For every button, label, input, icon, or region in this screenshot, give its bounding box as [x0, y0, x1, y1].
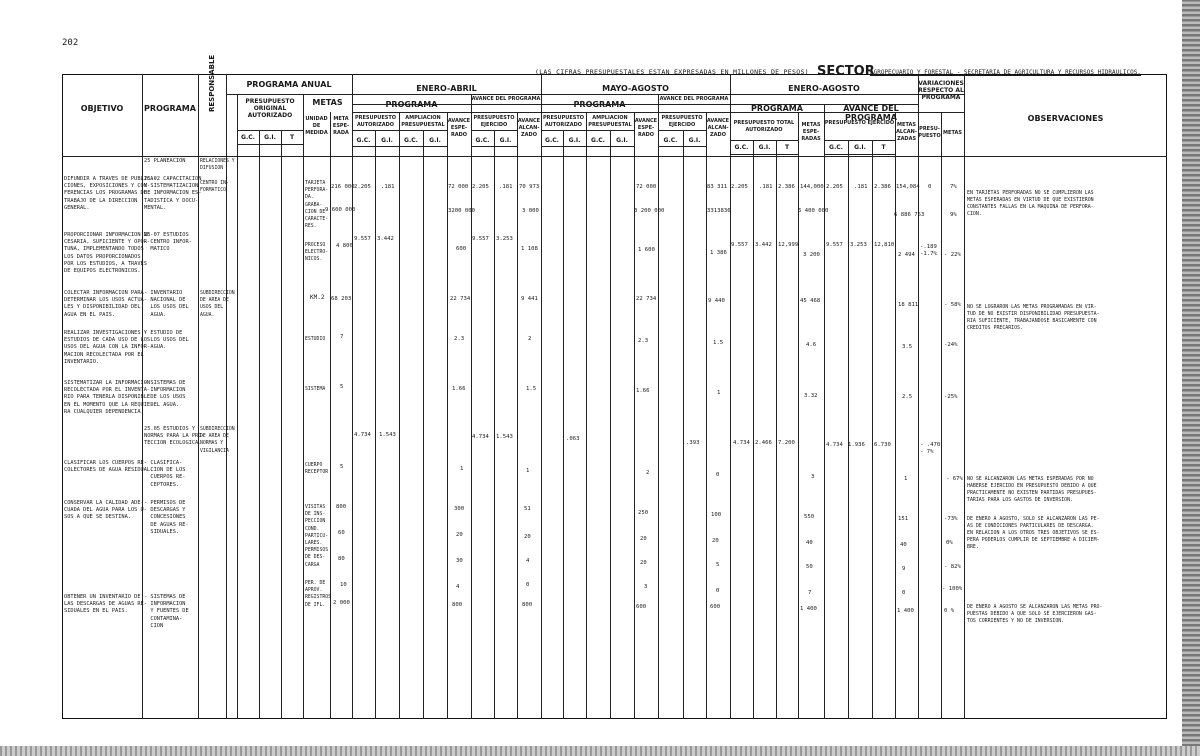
programa-cell: - SISTEMAS DE INFORMACION DE LOS USOS DEL AGUA. — [144, 380, 186, 408]
row-line — [352, 146, 447, 147]
value-cell: 1 386 — [710, 250, 727, 256]
col-line — [798, 112, 799, 719]
observacion-cell: NO SE LOGRARON LAS METAS PROGRAMADAS EN VIR- TUD DE NO EXISTIR DISPONIBILIDAD PRESUPUESTA- RIA SUFICIENTE, TRABAJANDOSE BASICAMENTE CON CREDITOS PRECARIOS. — [967, 304, 1100, 331]
row-line — [541, 130, 634, 131]
header-programa: PROGRAMA — [144, 104, 196, 113]
sector-label: SECTOR — [817, 64, 875, 79]
header-gc: G.C. — [663, 137, 678, 144]
header-gc: G.C. — [734, 144, 749, 151]
value-cell: 0 — [716, 472, 720, 478]
value-cell: 4 — [526, 558, 530, 564]
value-cell: 72 000 — [636, 184, 657, 190]
meta-value: 68 203 — [331, 296, 352, 302]
unidad-cell: PER. DE APROV. REGISTROS DE IFL. — [305, 581, 331, 608]
col-line — [399, 112, 400, 719]
row-line — [471, 130, 517, 131]
value-cell: 3.442 — [755, 242, 772, 248]
meta-value: 60 — [338, 530, 345, 536]
col-line — [634, 112, 635, 719]
value-cell: 40 — [806, 540, 813, 546]
value-cell: - 22% — [944, 252, 961, 258]
header-ma-programa: PROGRAMA — [573, 100, 626, 109]
value-cell: 2.205 — [472, 184, 489, 190]
header-observaciones: OBSERVACIONES — [1027, 114, 1104, 123]
col-line — [941, 112, 942, 719]
value-cell: 2.205 — [354, 184, 371, 190]
header-gc: G.C. — [241, 134, 255, 141]
scan-edge-right — [1182, 0, 1200, 756]
header-gi: G.I. — [616, 137, 628, 144]
meta-value: 2 000 — [333, 600, 350, 606]
header-ea-presup-ej: PRESUPUESTO EJERCIDO — [473, 115, 515, 128]
value-cell: 2 494 — [898, 252, 915, 258]
col-line — [563, 130, 564, 719]
value-cell: 2.205 — [826, 184, 843, 190]
objetivo-cell: COLECTAR INFORMACION PARA DETERMINAR LOS USOS ACTUA- LES Y DISPONIBILIDAD DEL AGUA EN EL PAIS. — [64, 290, 147, 318]
col-line — [494, 130, 495, 719]
row-line — [824, 140, 895, 141]
header-ea-programa: PROGRAMA — [385, 100, 438, 109]
col-line — [281, 130, 282, 719]
value-cell: .181 — [381, 184, 395, 190]
row-line — [62, 156, 1167, 157]
unidad-cell: ESTUDIO — [305, 337, 326, 342]
value-cell: 3 000 — [522, 208, 539, 214]
value-cell: - .470 - 7% — [920, 442, 941, 456]
value-cell: 3200 000 — [448, 208, 475, 214]
value-cell: 1.5 — [526, 386, 537, 392]
value-cell: 0 — [526, 582, 530, 588]
value-cell: 2.466 — [755, 440, 772, 446]
unidad-cell: SISTEMA — [305, 387, 326, 392]
value-cell: 1 — [460, 466, 464, 472]
row-line — [352, 130, 447, 131]
value-cell: 0 — [716, 588, 720, 594]
value-cell: 9% — [950, 212, 957, 218]
header-responsable: RESPONSABLE — [208, 54, 216, 112]
value-cell: 45 468 — [800, 298, 821, 304]
header-eag-presup-ej: PRESUPUESTO EJERCIDO — [824, 120, 895, 126]
value-cell: 3 — [644, 584, 648, 590]
row-line — [658, 146, 706, 147]
col-line — [375, 130, 376, 719]
value-cell: .393 — [686, 440, 700, 446]
value-cell: 72 000 — [448, 184, 469, 190]
header-gi: G.I. — [568, 137, 581, 144]
value-cell: 9.557 — [472, 236, 489, 242]
value-cell: 9.557 — [731, 242, 748, 248]
col-line — [259, 130, 260, 719]
value-cell: 9.557 — [354, 236, 371, 242]
value-cell: 3 200 000 — [634, 208, 665, 214]
responsable-cell: CENTRO IN- FORMATICO — [200, 181, 229, 194]
responsable-cell: SUBDIRECCION DE AREA DE USOS DEL AGUA. — [200, 291, 235, 318]
value-cell: 1 — [717, 390, 721, 396]
header-ma-avance-alc: AVANCE ALCAN- ZADO — [706, 118, 730, 138]
header-ma-avance: AVANCE DEL PROGRAMA — [659, 96, 729, 102]
col-line — [918, 74, 919, 719]
header-metas-esperadas: METAS ESPE- RADAS — [801, 122, 821, 142]
meta-value: 4 800 — [336, 243, 353, 249]
header-variaciones: VARIACIONES RESPECTO AL PROGRAMA — [918, 80, 964, 101]
value-cell: -24% — [944, 342, 958, 348]
value-cell: -.189 -1.7% — [920, 244, 937, 258]
header-gi: G.I. — [758, 144, 771, 151]
value-cell: 600 — [456, 246, 467, 252]
value-cell: 3 — [811, 474, 815, 480]
value-cell: 1.543 — [496, 434, 513, 440]
header-gi: G.I. — [264, 134, 276, 141]
header-gi: G.I. — [854, 144, 866, 151]
col-line — [541, 74, 542, 719]
programa-cell: - ESTUDIO DE LOS USOS DEL AGUA. — [144, 330, 189, 351]
sector-text: AGROPECUARIO Y FORESTAL - SECRETARIA DE AGRICULTURA Y RECURSOS HIDRAULICOS. — [870, 69, 1141, 76]
value-cell: 6.730 — [874, 442, 891, 448]
row-line — [237, 144, 303, 145]
col-line — [824, 104, 825, 719]
value-cell: 3 200 — [803, 252, 820, 258]
value-cell: 6 886 753 — [894, 212, 925, 218]
observacion-cell: DE ENERO A AGOSTO, SOLO SE ALCANZARON LAS PE- AS DE CONDICIONES PARTICULARES DE DESCARGA. EN RELACION A LOS OTROS TRES OBJETIVOS SE ES- PERA PODERLOS CUMPLIR DE SEPTIEMBRE A DICIEM- BRE. — [967, 516, 1100, 550]
value-cell: 4.734 — [472, 434, 489, 440]
value-cell: 7% — [950, 184, 957, 190]
value-cell: 22 734 — [636, 296, 657, 302]
programa-cell: 25.05 ESTUDIOS Y NORMAS PARA LA PRO- TECCION ECOLOGICA. — [144, 426, 205, 447]
meta-value: 216 000 — [331, 184, 355, 190]
value-cell: 51 — [524, 506, 531, 512]
value-cell: 300 — [454, 506, 465, 512]
value-cell: 4.734 — [826, 442, 843, 448]
header-t: T — [881, 144, 886, 151]
col-line — [706, 112, 707, 719]
header-gi: G.I. — [499, 137, 512, 144]
value-cell: - 82% — [944, 564, 961, 570]
value-cell: 20 — [712, 538, 719, 544]
value-cell: 2 — [646, 470, 650, 476]
value-cell: 0 — [928, 184, 932, 190]
value-cell: 1.5 — [713, 340, 724, 346]
programa-cell: 25.02 CAPACITACION Y SISTEMATIZACION DE INFORMACION ES- TADISTICA Y DOCU- MENTAL. — [144, 176, 202, 211]
header-gc: G.C. — [591, 137, 605, 144]
value-cell: 20 — [456, 532, 463, 538]
objetivo-cell: DIFUNDIR A TRAVES DE PUBLICA- CIONES, EXPOSICIONES Y CON- FERENCIAS LOS PROGRAMAS DE TRABAJO DE LA DIRECCION GENERAL. — [64, 176, 157, 211]
objetivo-cell: CLASIFICAR LOS CUERPOS RE- COLECTORES DE AGUA RESIDUAL. — [64, 460, 154, 474]
scan-edge-bottom — [0, 746, 1200, 756]
col-line — [658, 94, 659, 719]
value-cell: 50 — [806, 564, 813, 570]
col-line — [517, 112, 518, 719]
value-cell: 2.386 — [778, 184, 795, 190]
value-cell: 1 600 — [638, 247, 655, 253]
value-cell: 1 400 — [897, 608, 914, 614]
col-line — [447, 112, 448, 719]
value-cell: .181 — [759, 184, 773, 190]
meta-value: 5 — [340, 384, 344, 390]
programa-cell: - INVENTARIO NACIONAL DE LOS USOS DEL AGUA. — [144, 290, 189, 318]
meta-value: 800 — [336, 504, 347, 510]
value-cell: 5 — [716, 562, 720, 568]
value-cell: 12,999 — [778, 242, 799, 248]
value-cell: 3.253 — [496, 236, 513, 242]
value-cell: 22 734 — [450, 296, 471, 302]
header-eag-programa: PROGRAMA — [751, 104, 803, 113]
value-cell: 1 400 — [800, 606, 817, 612]
header-ea-ampliacion: AMPLIACION PRESUPUESTAL — [401, 115, 445, 128]
objetivo-cell: OBTENER UN INVENTARIO DE LAS DESCARGAS DE AGUAS RE- SIDUALES EN EL PAIS. — [64, 594, 147, 615]
value-cell: 144,000 — [800, 184, 824, 190]
value-cell: -73% — [944, 516, 958, 522]
col-line — [303, 94, 304, 719]
header-metas-alcanzadas: METAS ALCAN- ZADAS — [896, 122, 917, 142]
value-cell: 800 — [452, 602, 463, 608]
value-cell: 7.200 — [778, 440, 795, 446]
meta-value: 7 — [340, 334, 344, 340]
value-cell: 4 — [456, 584, 460, 590]
value-cell: 3.5 — [902, 344, 913, 350]
value-cell: 1.543 — [379, 432, 396, 438]
meta-value: 5 — [340, 464, 344, 470]
programa-cell: - CLASIFICA- CION DE LOS CUERPOS RE- CEPTORES. — [144, 460, 186, 488]
row-line — [730, 140, 798, 141]
value-cell: .063 — [566, 436, 580, 442]
header-gc: G.C. — [475, 137, 490, 144]
row-line — [541, 146, 634, 147]
value-cell: - 67% — [946, 476, 963, 482]
header-enero-agosto: ENERO-AGOSTO — [788, 84, 860, 93]
header-var-metas: METAS — [943, 130, 962, 136]
col-line — [237, 94, 238, 719]
header-t: T — [289, 134, 295, 141]
header-gc: G.C. — [404, 137, 418, 144]
header-ea-avance-alc: AVANCE ALCAN- ZADO — [517, 118, 541, 138]
value-cell: 12,810 — [874, 242, 895, 248]
programa-cell: 25 07 ESTUDIOS - CENTRO INFOR- MATICO — [144, 232, 192, 253]
value-cell: 0 — [902, 590, 906, 596]
value-cell: 3.253 — [850, 242, 867, 248]
row-line — [824, 154, 895, 155]
header-unidad-medida: UNIDAD DE MEDIDA — [305, 116, 328, 136]
row-line — [918, 112, 964, 113]
col-line — [895, 112, 896, 719]
value-cell: 2 — [528, 336, 532, 342]
value-cell: - 58% — [944, 302, 961, 308]
programa-cell: 25 PLANEACION — [144, 158, 186, 164]
col-line — [753, 140, 754, 719]
header-gi: G.I. — [381, 137, 393, 144]
value-cell: 3.32 — [804, 393, 818, 399]
col-line — [586, 112, 587, 719]
page-number: 202 — [62, 38, 79, 48]
value-cell: 4.734 — [733, 440, 750, 446]
value-cell: 20 — [640, 536, 647, 542]
value-cell: 3.442 — [377, 236, 394, 242]
value-cell: 3313836 — [707, 208, 731, 214]
value-cell: .181 — [499, 184, 513, 190]
header-ma-presup-aut: PRESUPUESTO AUTORIZADO — [543, 115, 584, 128]
value-cell: 40 — [900, 542, 907, 548]
value-cell: 0 % — [944, 608, 955, 614]
value-cell: 1.66 — [452, 386, 466, 392]
col-line — [848, 140, 849, 719]
row-line — [658, 130, 706, 131]
value-cell: 9 440 — [708, 298, 725, 304]
value-cell: 151 — [898, 516, 909, 522]
value-cell: 2.386 — [874, 184, 891, 190]
objetivo-cell: REALIZAR INVESTIGACIONES Y ESTUDIOS DE CADA USO DE LOS USOS DEL AGUA CON LA INFOR- MACION RECOLECTADA POR EL INVENTARIO. — [64, 330, 151, 365]
header-ea-presup-aut: PRESUPUESTO AUTORIZADO — [355, 115, 396, 128]
meta-value: 10 — [340, 582, 347, 588]
value-cell: 1 — [904, 476, 908, 482]
header-ma-avance-esp: AVANCE ESPE- RADO — [634, 118, 658, 138]
value-cell: 2.205 — [731, 184, 748, 190]
programa-cell: - SISTEMAS DE INFORMACION Y FUENTES DE CONTAMINA- CION — [144, 594, 189, 629]
value-cell: 2.5 — [902, 394, 913, 400]
value-cell: 1.66 — [636, 388, 650, 394]
col-line — [610, 130, 611, 719]
objetivo-cell: PROPORCIONAR INFORMACION NE- CESARIA, SUFICIENTE Y OPOR- TUNA, IMPLEMENTANDO TODOS LOS DATOS PROPORCIONADOS POR LOS ESTUDIOS, A TRAVES DE EQUIPOS ELECTRONICOS. — [64, 232, 154, 275]
meta-value: 80 — [338, 556, 345, 562]
value-cell: 600 — [636, 604, 647, 610]
header-eag-avance: AVANCE DEL PROGRAMA — [843, 104, 899, 122]
header-gi: G.I. — [688, 137, 701, 144]
header-programa-anual: PROGRAMA ANUAL — [246, 80, 332, 89]
observacion-cell: DE ENERO A AGOSTO SE ALCANZARON LAS METAS PRO- PUESTAS DEBIDO A QUE SOLO SE EJERCIERON GAS- TOS CORRIENTES Y NO DE INVERSION. — [967, 604, 1103, 624]
value-cell: 550 — [804, 514, 815, 520]
value-cell: 20 — [640, 560, 647, 566]
value-cell: 0% — [946, 540, 953, 546]
value-cell: 154,084 — [896, 184, 920, 190]
col-line — [423, 130, 424, 719]
col-line — [776, 140, 777, 719]
observacion-cell: EN TARJETAS PERFORADAS NO SE CUMPLIERON LAS METAS ESPERADAS EN VIRTUD DE QUE EXISTIERON CONSTANTES FALLAS EN LA MAQUINA DE PERFORA- CION. — [967, 190, 1094, 217]
value-cell: 7 — [808, 590, 812, 596]
header-meta-esperada: META ESPE- RADA — [332, 116, 350, 136]
observacion-cell: NO SE ALCANZARON LAS METAS ESPERADAS POR NO HABERSE EJERCIDO EN PRESUPUESTO DEBIDO A QUE PRACTICAMENTE NO EXISTEN PARTIDAS PRESUPUES- TARIAS PARA LOS GASTOS DE INVERSION. — [967, 476, 1097, 503]
value-cell: 1 — [526, 468, 530, 474]
header-metas: METAS — [312, 98, 343, 107]
value-cell: 9.557 — [826, 242, 843, 248]
unidad-cell: PROCESO ELECTRO- NICOS. — [305, 243, 329, 263]
col-line — [330, 112, 331, 719]
value-cell: - 100% — [942, 586, 963, 592]
col-line — [352, 74, 353, 719]
value-cell: 6 400 000 — [798, 208, 829, 214]
header-enero-abril: ENERO-ABRIL — [416, 84, 477, 93]
responsable-cell: SUBDIRECCION DE AREA DE NORMAS Y VIGILANCIA — [200, 427, 235, 454]
unidad-cell: KM.2 — [310, 294, 325, 301]
value-cell: 9 — [902, 566, 906, 572]
value-cell: 250 — [638, 510, 649, 516]
programa-cell: - PERMISOS DE DESCARGAS Y CONCESIONES DE AGUAS RE- SIDUALES. — [144, 500, 189, 535]
col-line — [964, 74, 965, 719]
header-presup-total: PRESUPUESTO TOTAL AUTORIZADO — [733, 120, 795, 133]
header-gc: G.C. — [545, 137, 559, 144]
objetivo-cell: CONSERVAR LA CALIDAD ADE- CUADA DEL AGUA PARA LOS U- SOS A QUE SE DESTINA. — [64, 500, 147, 521]
header-presupuesto-original: PRESUPUESTO ORIGINAL AUTORIZADO — [245, 98, 295, 119]
value-cell: 2.3 — [454, 336, 465, 342]
value-cell: 20 — [524, 534, 531, 540]
row-line — [226, 94, 918, 95]
header-gi: G.I. — [429, 137, 441, 144]
col-line — [198, 74, 199, 719]
value-cell: 83 311 — [707, 184, 728, 190]
header-ea-avance-esp: AVANCE ESPE- RADO — [447, 118, 471, 138]
value-cell: 70 973 — [519, 184, 540, 190]
header-objetivo: OBJETIVO — [80, 104, 124, 113]
value-cell: 2.3 — [638, 338, 649, 344]
unidad-cell: CUERPO RECEPTOR — [305, 463, 329, 476]
header-mayo-agosto: MAYO-AGOSTO — [602, 84, 669, 93]
value-cell: 1 108 — [521, 246, 538, 252]
row-line — [730, 154, 798, 155]
header-ma-ampliacion: AMPLIACION PRESUPUESTAL — [588, 115, 632, 128]
header-ma-presup-ej: PRESUPUESTO EJERCIDO — [661, 115, 703, 128]
header-t: T — [784, 144, 790, 151]
unidad-cell: TARJETA PERFORA- DA. GRABA- CION DE CARACTE- RES. — [305, 181, 329, 230]
value-cell: 1.936 — [848, 442, 865, 448]
col-line — [872, 140, 873, 719]
budget-note: (LAS CIFRAS PRESUPUESTALES ESTAN EXPRESADAS EN MILLONES DE PESOS) — [535, 68, 809, 76]
col-line — [730, 74, 731, 719]
objetivo-cell: SISTEMATIZAR LA INFORMACION RECOLECTADA POR EL INVENTA- RIO PARA TENERLA DISPONIBLE EN EL MOMENTO QUE LA REQUIE- RA CUALQUIER DEPENDENCIA. — [64, 380, 154, 415]
responsable-cell: RELACIONES Y DIFUSION — [200, 159, 235, 172]
unidad-cell: VISITAS DE INS- PECCION COND. PARTICU- LARES. PERMISOS DE DES- CARGA — [305, 505, 329, 568]
row-line — [237, 130, 303, 131]
value-cell: -25% — [944, 394, 958, 400]
value-cell: 9 441 — [521, 296, 538, 302]
value-cell: 4.734 — [354, 432, 371, 438]
value-cell: 4.6 — [806, 342, 817, 348]
meta-value: 9 600 000 — [325, 207, 356, 213]
header-gc: G.C. — [356, 137, 371, 144]
header-gc: G.C. — [829, 144, 843, 151]
col-line — [683, 130, 684, 719]
header-ea-avance: AVANCE DEL PROGRAMA — [471, 96, 541, 102]
row-line — [471, 146, 517, 147]
header-var-presupuesto: PRESU- PUESTO — [918, 126, 941, 139]
value-cell: 800 — [522, 602, 533, 608]
value-cell: 600 — [710, 604, 721, 610]
value-cell: 18 811 — [898, 302, 919, 308]
value-cell: 30 — [456, 558, 463, 564]
value-cell: .181 — [854, 184, 868, 190]
value-cell: 100 — [711, 512, 722, 518]
